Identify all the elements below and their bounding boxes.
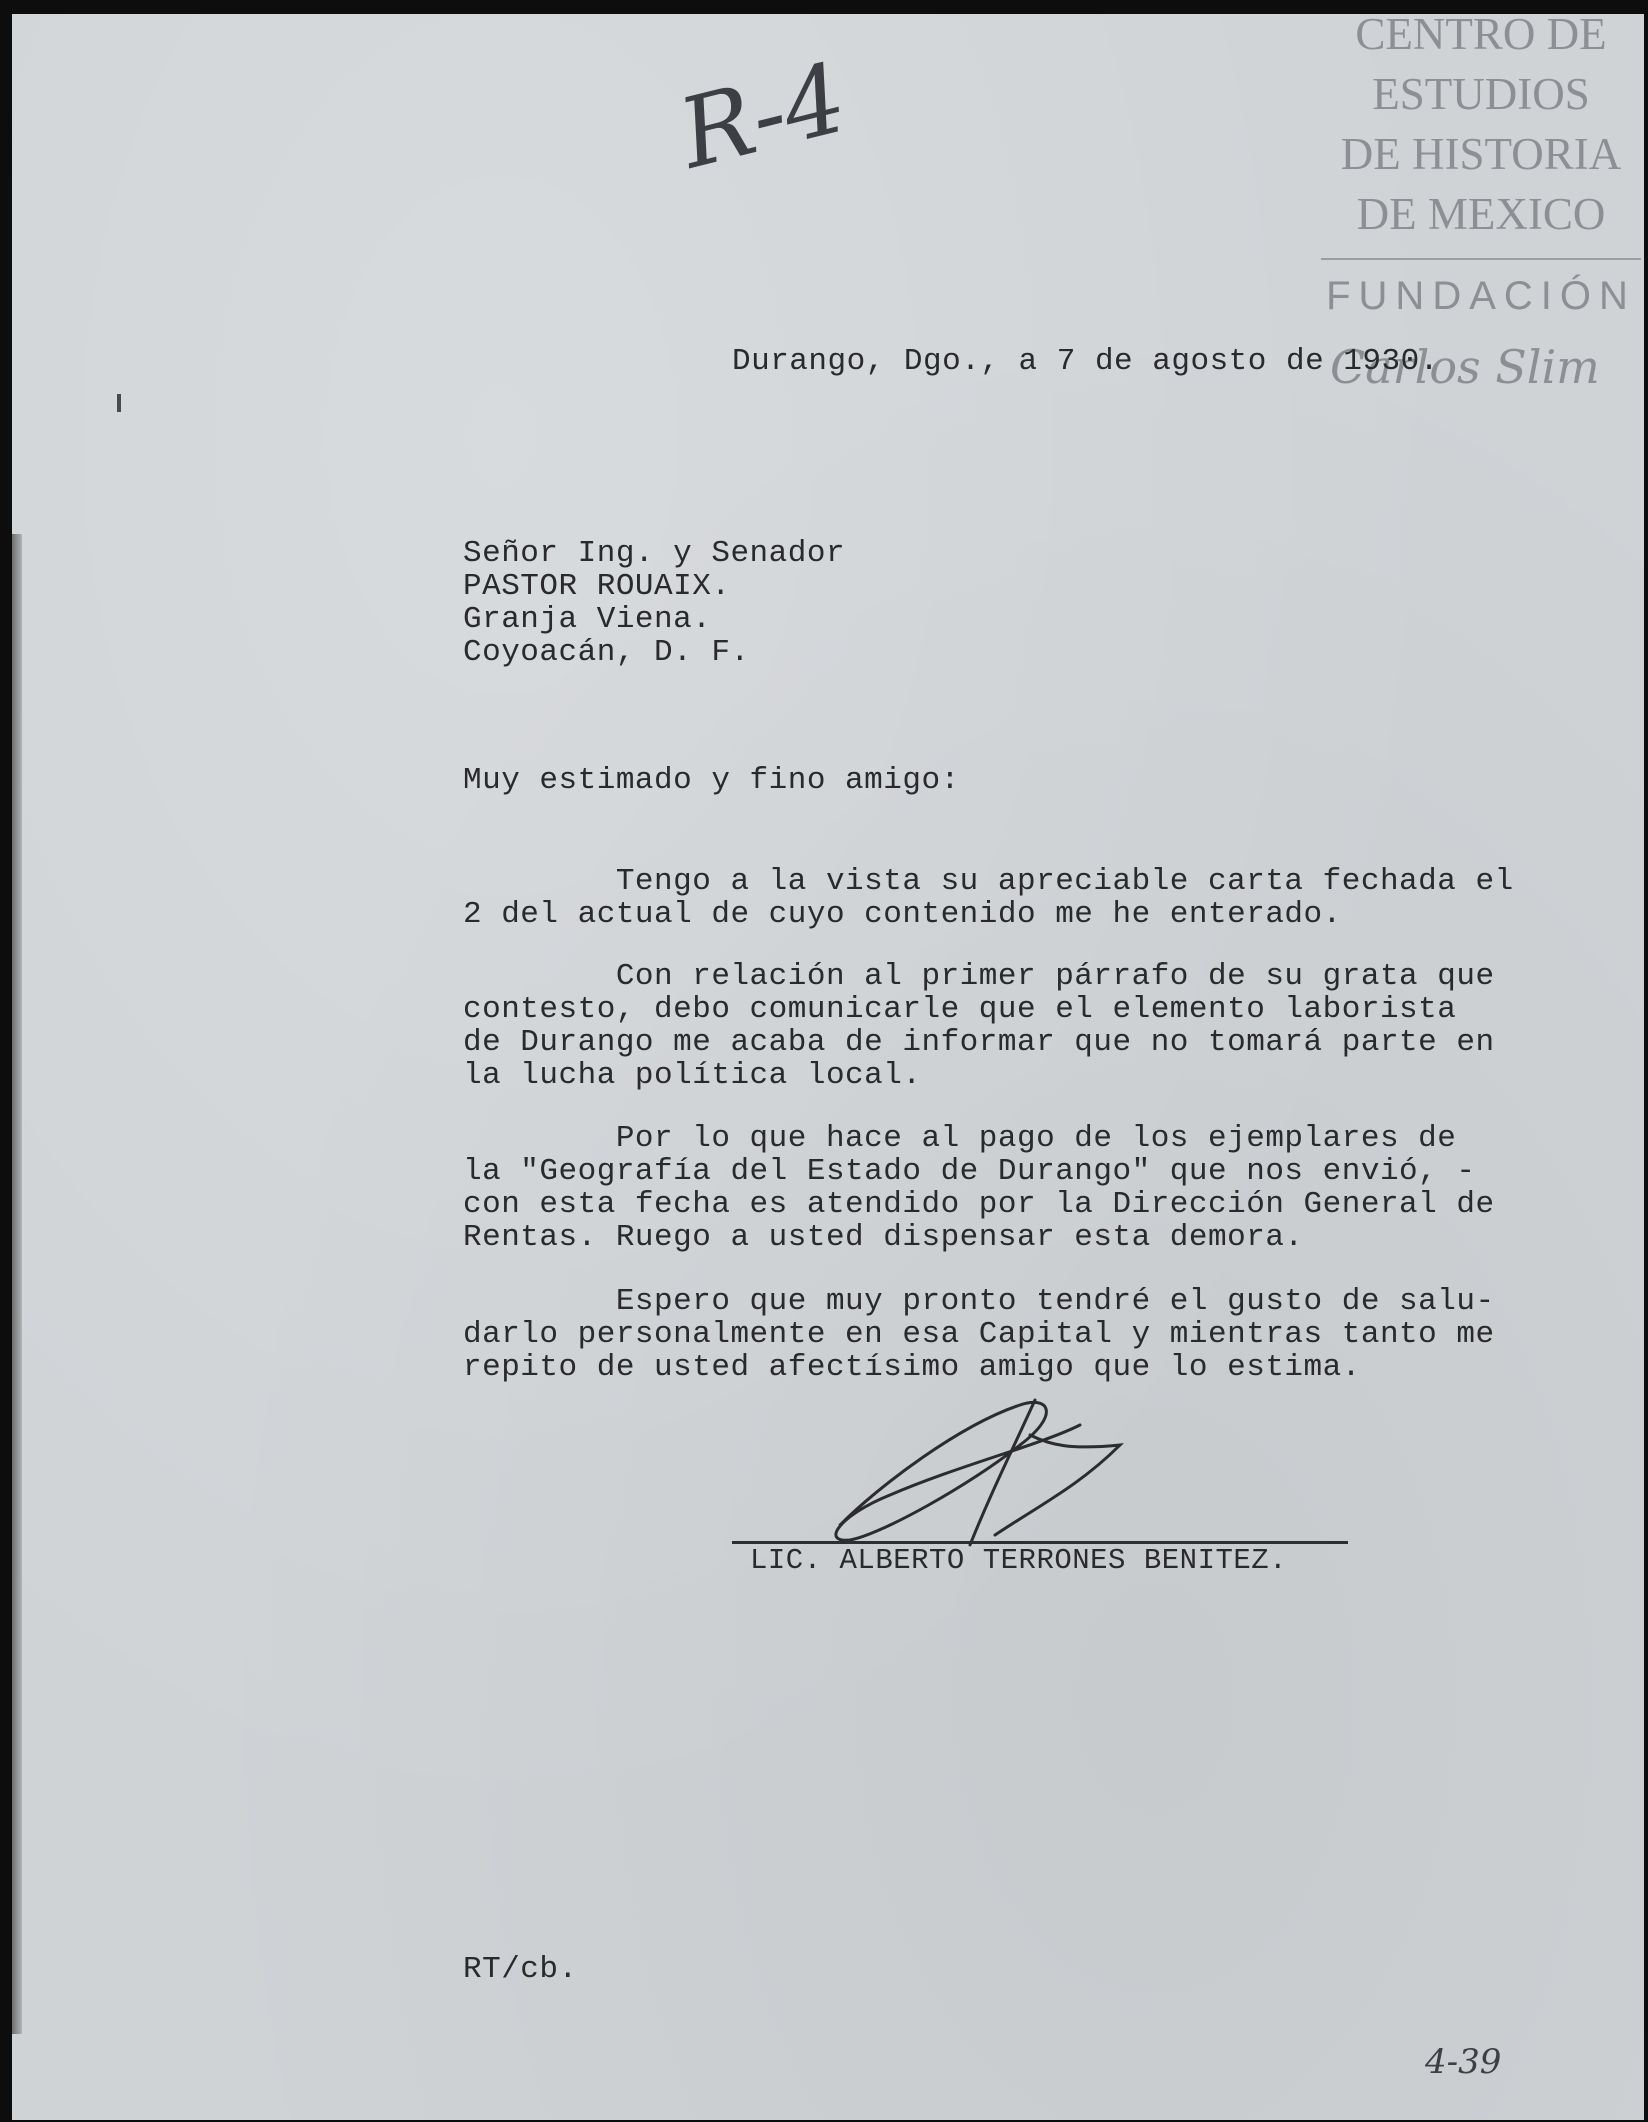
archive-watermark <box>1316 4 1646 319</box>
handwritten-signature <box>820 1385 1180 1555</box>
watermark-line: DE MEXICO <box>1356 189 1606 239</box>
body-line: darlo personalmente en esa Capital y mientras tanto me <box>463 1317 1495 1352</box>
margin-tick-mark <box>117 394 121 412</box>
letter-salutation: Muy estimado y fino amigo: <box>463 763 960 798</box>
recipient-line: Granja Viena. <box>463 602 712 637</box>
letter-signatory: LIC. ALBERTO TERRONES BENITEZ. <box>750 1544 1288 1577</box>
handwritten-folder-mark: R-4 <box>668 41 857 191</box>
body-line: Por lo que hace al pago de los ejemplares de <box>463 1121 1457 1156</box>
body-line: la "Geografía del Estado de Durango" que nos envió, - <box>463 1154 1476 1189</box>
letter-reference-initials: RT/cb. <box>463 1952 578 1987</box>
recipient-line: PASTOR ROUAIX. <box>463 569 731 604</box>
body-line: la lucha política local. <box>463 1058 922 1093</box>
body-line: Tengo a la vista su apreciable carta fechada el <box>463 864 1514 899</box>
watermark-divider <box>1321 258 1641 260</box>
watermark-line: ESTUDIOS <box>1372 69 1590 119</box>
watermark-signature: Carlos Slim <box>1330 340 1600 394</box>
body-line: Espero que muy pronto tendré el gusto de salu- <box>463 1284 1495 1319</box>
body-line: repito de usted afectísimo amigo que lo estima. <box>463 1350 1361 1385</box>
body-line: con esta fecha es atendido por la Dirección General de <box>463 1187 1495 1222</box>
body-line: contesto, debo comunicarle que el elemento laborista <box>463 992 1457 1027</box>
paper-edge-shadow <box>12 534 22 2034</box>
handwritten-page-number: 4-39 <box>1425 2042 1502 2082</box>
body-line: Con relación al primer párrafo de su grata que <box>463 959 1495 994</box>
letter-place-date: Durango, Dgo., a 7 de agosto de 1930. <box>732 344 1439 379</box>
watermark-foundation: FUNDACIÓN <box>1326 274 1636 318</box>
body-line: de Durango me acaba de informar que no tomará parte en <box>463 1025 1495 1060</box>
body-line: Rentas. Ruego a usted dispensar esta demora. <box>463 1220 1304 1255</box>
recipient-line: Coyoacán, D. F. <box>463 635 750 670</box>
body-line: 2 del actual de cuyo contenido me he enterado. <box>463 897 1342 932</box>
recipient-line: Señor Ing. y Senador <box>463 536 846 571</box>
watermark-line: CENTRO DE <box>1355 9 1607 59</box>
watermark-line: DE HISTORIA <box>1340 129 1622 179</box>
